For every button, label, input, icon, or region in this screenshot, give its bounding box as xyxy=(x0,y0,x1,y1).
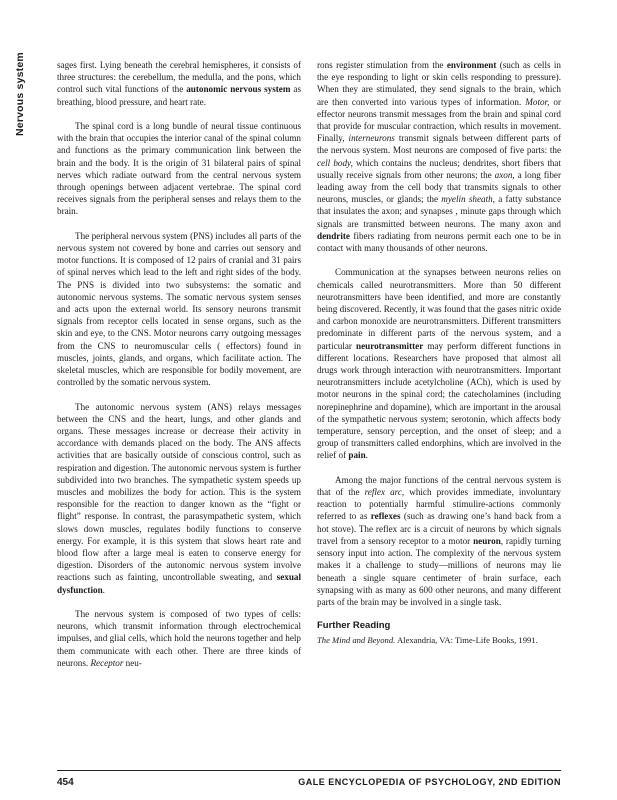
right-column xyxy=(317,59,561,646)
text: fibers radiating from neurons permit each one to be in contact with many thousands of other neurons. xyxy=(317,230,561,254)
term-neurotransmitter[interactable]: neurotransmitter xyxy=(356,340,424,351)
page-number: 454 xyxy=(57,777,74,788)
italic-term: Receptor xyxy=(90,657,124,668)
text: which contains the nucleus; dendrites, short fibers that usually receive signals from other neurons; the xyxy=(317,157,561,180)
further-reading-reference xyxy=(317,635,561,646)
text: . xyxy=(102,584,105,595)
paragraph xyxy=(317,59,561,254)
term-reflexes[interactable]: reflexes xyxy=(370,511,401,522)
text: (such as drawing one’s hand back from a hot stove). The reflex arc is a circuit of neurons by which signals travel from a sensory receptor to a motor xyxy=(317,511,561,546)
italic-term: reflex arc, xyxy=(364,487,405,498)
reference-details: Alexandria, VA: Time-Life Books, 1991. xyxy=(395,634,538,645)
text: The autonomic nervous system (ANS) relays messages between the CNS and the heart, lungs, and other glands and organs. These messages increase or decrease their activity in accordance with demands placed on the body. The ANS affects activities that are basically outside of conscious control, such as respiration and digestion. The autonomic nervous system is further subdivided into two branches. The sympathetic system speeds up muscles and mobilizes the body for action. This is the system responsible for the reaction to danger known as the “fight or flight” response. In contrast, the parasympathetic system, which slows down muscles, regulates bodily functions to conserve energy. For example, it is this system that slows heart rate and blood flow after a large meal is eaten to conserve energy for digestion. Disorders of the autonomic nervous system involve reactions such as fainting, uncontrollable sweating, and xyxy=(57,401,301,583)
text: which provides immediate, involuntary reaction to potentially harmful stimulire-actions commonly referred to as xyxy=(317,487,561,522)
term-environment[interactable]: environment xyxy=(446,60,497,70)
paragraph: The spinal cord is a long bundle of neural tissue continuous with the brain that occupies the interior canal of the spinal column and functions as the primary communication link between the brain and the body. It is the origin of 31 bilateral pairs of spinal nerves which radiate outward from the central nervous system through openings between adjacent vertebrae. The spinal cord receives signals from the peripheral senses and relays them to the brain. xyxy=(57,121,301,217)
text: Among the major functions of the central nervous system is that of the xyxy=(317,474,561,498)
paragraph xyxy=(317,266,561,461)
text: or effector neurons transmit messages from the brain and spinal cord that provide for muscular contraction, which results in movement. Finally, xyxy=(317,96,561,144)
section-side-tab xyxy=(10,52,32,168)
paragraph xyxy=(57,59,301,108)
running-title: GALE ENCYCLOPEDIA OF PSYCHOLOGY, 2ND EDITION xyxy=(298,777,561,787)
text: a fatty substance that insulates the axon; and synapses , minute gaps through which signals are transmitted between neurons. The many axon and xyxy=(317,194,561,229)
paragraph xyxy=(57,401,301,596)
text: transmit signals between different parts of the nervous system. Most neurons are composed of five parts: the xyxy=(317,133,561,156)
text: (such as cells in the eye responding to light or skin cells responding to pressure). When they are stimulated, they send signals to the brain, which are then converted into various types of information. xyxy=(317,60,561,107)
reference-title: The Mind and Beyond. xyxy=(317,634,396,645)
text: , rapidly turning sensory input into action. The complexity of the nervous system makes it a challenge to study—millions of neurons may lie beneath a single square centimeter of brain surface, each synapsing with as many as 600 other neurons, and many different parts of the brain may be involved in a single task. xyxy=(317,535,561,607)
term-dendrite[interactable]: dendrite xyxy=(317,230,350,241)
text: The nervous system is composed of two types of cells: neurons, which transmit information through electrochemical impulses, and glial cells, which hold the neurons together and help them communicate with each other. There are three kinds of neurons. xyxy=(57,609,301,668)
text: sages first. Lying beneath the cerebral hemispheres, it consists of three structures: the cerebellum, the medulla, and the pons, which control such vital functions of the xyxy=(57,60,301,95)
term-autonomic-nervous-system[interactable]: autonomic nervous system xyxy=(186,84,291,95)
paragraph: The peripheral nervous system (PNS) includes all parts of the nervous system not covered by bone and carries out sensory and motor functions. It is composed of 12 pairs of cranial and 31 pairs of spinal nerves which lead to the left and right sides of the body. The PNS is divided into two subsystems: the somatic and autonomic nervous systems. The somatic nervous system senses and acts upon the external world. Its sensory neurons transmit signals from receptor cells located in sense organs, such as the skin and eye, to the CNS. Motor neurons carry outgoing messages from the CNS to neuromuscular cells ( effectors) found in muscles, joints, glands, and organs, which facilitate action. The skeletal muscles, which are responsible for bodily movement, are controlled by the somatic nervous system. xyxy=(57,230,301,388)
text: . xyxy=(365,450,368,461)
term-pain[interactable]: pain xyxy=(348,450,366,461)
italic-term: myelin sheath, xyxy=(441,194,495,205)
side-tab-label: Nervous system xyxy=(14,52,26,136)
term-neuron[interactable]: neuron xyxy=(473,535,501,546)
paragraph xyxy=(57,608,301,669)
text: may perform different functions in different locations. Researchers have proposed that almost all drugs work through interaction with neurotransmitters. Important neurotransmitters include acetylcholine (ACh), which is used by motor neurons in the spinal cord; the catecholamines (including norepinephrine and dopamine), which are important in the arousal of the sympathetic nervous system; serotonin, which affects body temperature, sensory perception, and the onset of sleep; and a group of transmitters called endorphins, which are involved in the relief of xyxy=(317,340,561,461)
italic-term: interneurons xyxy=(348,133,395,144)
text: a long fiber leading away from the cell body that transmits signals to other neurons, muscles, or glands; the xyxy=(317,169,561,205)
text: as breathing, blood pressure, and heart rate. xyxy=(57,84,302,107)
term-sexual-dysfunction[interactable]: sexual dysfunction xyxy=(57,572,301,595)
footer-rule xyxy=(57,770,561,771)
italic-term: cell body, xyxy=(317,157,353,168)
text: neu- xyxy=(123,657,142,668)
text: rons register stimulation from the xyxy=(317,60,447,70)
further-reading-heading: Further Reading xyxy=(317,620,391,632)
italic-term: Motor, xyxy=(525,96,550,107)
italic-term: axon, xyxy=(494,169,515,180)
text: Communication at the synapses between neurons relies on chemicals called neurotransmitters. More than 50 different neurotransmitters have been identified, and more are constantly being discovered. Recently, it was found that the gases nitric oxide and carbon monoxide are neurotransmitters. Different transmitters predominate in different parts of the nervous system, and a particular xyxy=(317,267,561,351)
paragraph xyxy=(317,474,561,608)
left-column xyxy=(57,59,301,681)
